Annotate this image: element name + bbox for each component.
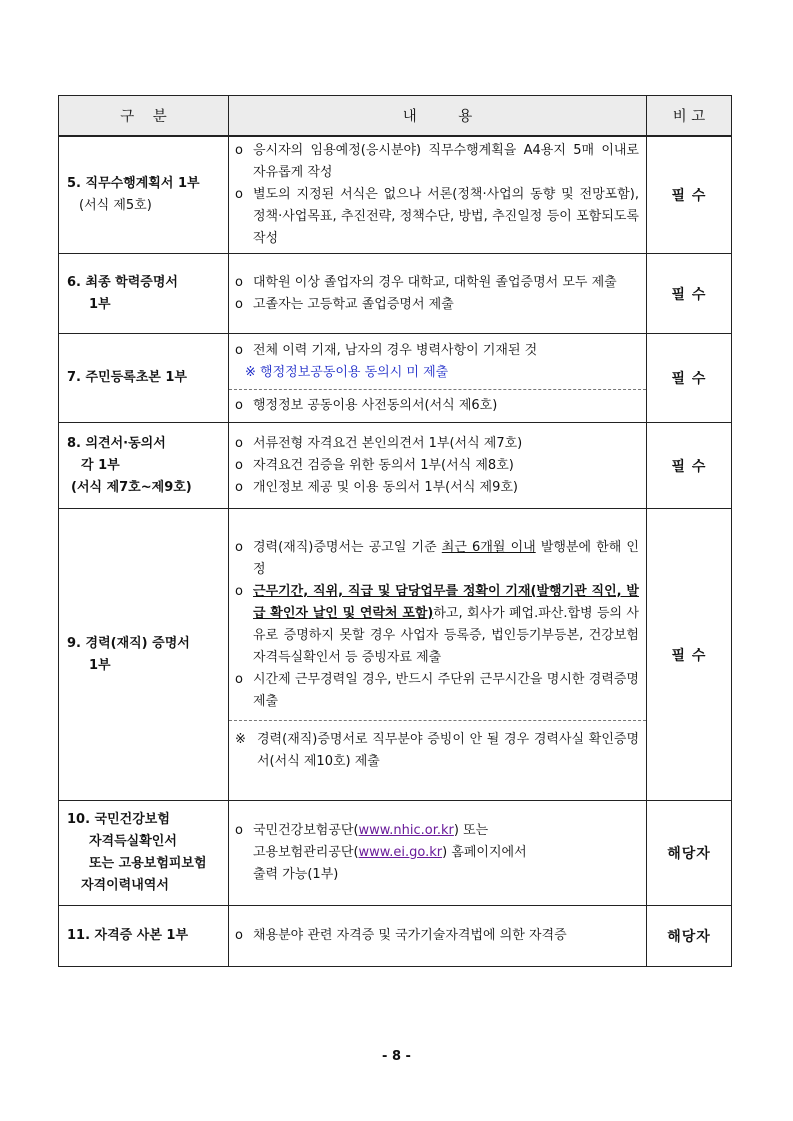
category-title: 7. 주민등록초본 1부 [67, 370, 187, 385]
row-content [229, 334, 647, 423]
category-title: 9. 경력(재직) 증명서 [67, 635, 190, 651]
header-category: 구 분 [59, 96, 229, 137]
category-title: 8. 의견서·동의서 [67, 435, 166, 451]
list-item: o 고졸자는 고등학교 졸업증명서 제출 [235, 296, 454, 312]
list-item: o 개인정보 제공 및 이용 동의서 1부(서식 제9호) [235, 479, 518, 495]
row-remark: 필 수 [647, 136, 732, 254]
table-row [59, 509, 732, 801]
table-row [59, 334, 732, 423]
category-title: 10. 국민건강보험 [67, 812, 170, 827]
dashed-divider [229, 720, 646, 773]
list-item: o 자격요건 검증을 위한 동의서 1부(서식 제8호) [235, 457, 514, 473]
row-category [59, 906, 229, 967]
blue-note: ※ 행정정보공동이용 동의시 미 제출 [245, 364, 449, 380]
list-item: o 전체 이력 기재, 남자의 경우 병력사항이 기재된 것 [235, 342, 538, 358]
category-title: 5. 직무수행계획서 1부 [67, 176, 200, 191]
dashed-divider [229, 389, 646, 417]
category-sub: 자격득실확인서 [89, 834, 177, 849]
list-item: o 시간제 근무경력일 경우, 반드시 주단위 근무시간을 명시한 경력증명 제출 [235, 671, 639, 709]
table-row [59, 423, 732, 509]
category-sub: 1부 [89, 296, 111, 312]
category-title: 11. 자격증 사본 1부 [67, 928, 189, 943]
requirements-table [58, 95, 732, 967]
table-header-row [59, 96, 732, 137]
list-item: o 서류전형 자격요건 본인의견서 1부(서식 제7호) [235, 435, 523, 451]
list-item-cont: 고용보험관리공단(www.ei.go.kr) 홈페이지에서 [253, 845, 527, 860]
page-number: - 8 - [382, 1049, 411, 1064]
row-category [59, 254, 229, 334]
underlined-text: 최근 6개월 이내 [441, 539, 536, 555]
list-item: o 응시자의 임용예정(응시분야) 직무수행계획을 A4용지 5매 이내로 자유롭게 작성 [235, 143, 639, 180]
category-sub: 각 1부 [81, 457, 120, 473]
ei-link[interactable]: www.ei.go.kr [358, 845, 443, 860]
row-category [59, 136, 229, 254]
list-item: o 대학원 이상 졸업자의 경우 대학교, 대학원 졸업증명서 모두 제출 [235, 274, 617, 290]
table-row [59, 254, 732, 334]
category-sub: 또는 고용보험피보험 [89, 856, 207, 871]
emphasized-text: 근무기간, 직위, 직급 및 담당업무를 정확이 기재(발행기관 직인, 발급 확인자 날인 및 연락처 포함) [253, 583, 639, 621]
row-content [229, 509, 647, 801]
row-content [229, 254, 647, 334]
row-content [229, 801, 647, 906]
row-category [59, 801, 229, 906]
list-item-cont: 출력 가능(1부) [253, 867, 339, 882]
list-item: o 경력(재직)증명서는 공고일 기준 최근 6개월 이내 발행분에 한해 인정 [235, 539, 639, 577]
category-sub: 자격이력내역서 [81, 878, 169, 893]
category-sub: 1부 [89, 657, 111, 673]
row-remark: 필 수 [647, 423, 732, 509]
category-title: 6. 최종 학력증명서 [67, 274, 178, 290]
row-content [229, 136, 647, 254]
row-category [59, 423, 229, 509]
row-remark: 해당자 [647, 801, 732, 906]
header-remark: 비 고 [647, 96, 732, 137]
list-item: o 국민건강보험공단(www.nhic.or.kr) 또는 [235, 823, 489, 838]
list-item: o 행정정보 공동이용 사전동의서(서식 제6호) [235, 397, 498, 413]
row-content [229, 906, 647, 967]
row-remark: 해당자 [647, 906, 732, 967]
row-remark: 필 수 [647, 509, 732, 801]
row-category [59, 509, 229, 801]
category-form: (서식 제7호~제9호) [71, 479, 192, 495]
table-row [59, 906, 732, 967]
row-remark: 필 수 [647, 254, 732, 334]
list-item: o 별도의 지정된 서식은 없으나 서론(정책·사업의 동향 및 전망포함), 정책·사업목표, 추진전략, 정책수단, 방법, 추진일정 등이 포함되도록 작성 [235, 187, 639, 246]
row-category [59, 334, 229, 423]
row-content [229, 423, 647, 509]
list-item: o 채용분야 관련 자격증 및 국가기술자격법에 의한 자격증 [235, 928, 567, 943]
nhic-link[interactable]: www.nhic.or.kr [358, 823, 454, 838]
note-item: ※ 경력(재직)증명서로 직무분야 증빙이 안 될 경우 경력사실 확인증명서(서식 제10호) 제출 [235, 731, 639, 769]
row-remark: 필 수 [647, 334, 732, 423]
header-content: 내 용 [229, 96, 647, 137]
table-row [59, 801, 732, 906]
table-row [59, 136, 732, 254]
category-sub: (서식 제5호) [79, 198, 152, 213]
list-item: o 근무기간, 직위, 직급 및 담당업무를 정확이 기재(발행기관 직인, 발급 확인자 날인 및 연락처 포함)하고, 회사가 폐업.파산.합병 등의 사유로 증명하지 못할 경우 사업자 등록증, 법인등기부등본, 건강보험자격득실확인서 등 증빙자료 제출 [235, 583, 639, 665]
